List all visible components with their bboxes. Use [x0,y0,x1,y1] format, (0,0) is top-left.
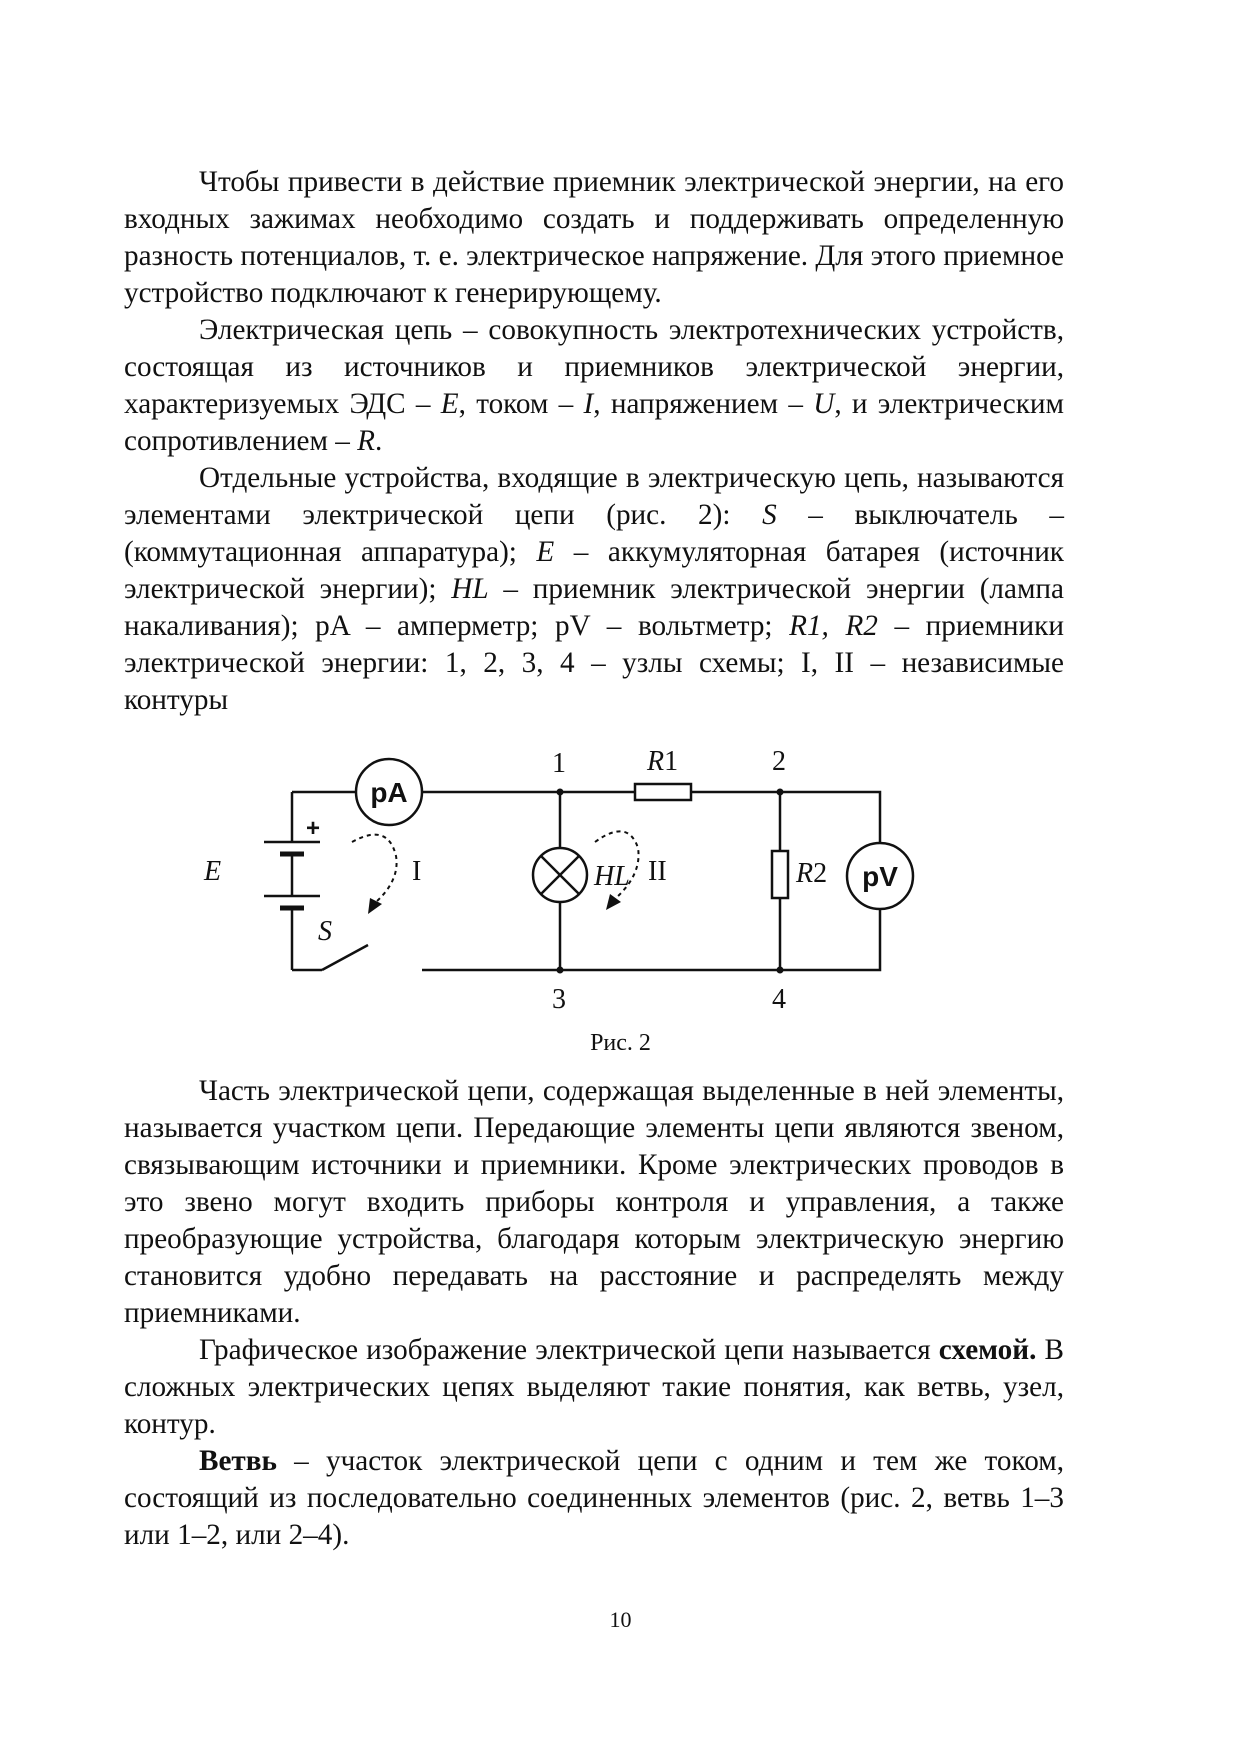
label-node-4: 4 [772,984,786,1015]
loop-arrow-1 [352,835,397,902]
battery-symbol [264,842,320,908]
resistor-r1 [635,784,691,800]
paragraph-1: Чтобы привести в действие приемник электрической энергии, на его входных зажимах необходимо создать и поддерживать определенную разность потенциалов, т. е. электрическое напряжение. Для этого приемное устройство подключают к генерирующему. [124,166,1064,309]
resistor-r2 [772,851,788,898]
node-2-dot [777,789,784,796]
circuit-svg [200,730,1000,1030]
node-3-dot [557,967,564,974]
label-source: E [204,856,222,887]
figure-caption: Рис. 2 [590,1030,651,1056]
circuit-diagram [200,730,1000,1030]
paragraph-3: Отдельные устройства, входящие в электрическую цепь, называются элементами электрической цепи (рис. 2): S – выключатель – (коммутационная аппаратура); E – аккумуляторная батарея (источник электрической энергии); HL – приемник электрической энергии (лампа накаливания); pA – амперметр; pV – вольтметр; R1, R2 – приемники электрической энергии: 1, 2, 3, 4 – узлы схемы; I, II – независимые контуры [124,462,1064,716]
voltmeter-label: pV [862,861,898,892]
paragraph-6: Ветвь – участок электрической цепи с одним и тем же током, состоящий из последовательно соединенных элементов (рис. 2, ветвь 1–3 или 1–2, или 2–4). [124,1445,1064,1551]
paragraph-5: Графическое изображение электрической цепи называется схемой. В сложных электрических цепях выделяют такие понятия, как ветвь, узел, контур. [124,1334,1064,1440]
ammeter-label: pA [370,777,408,808]
lamp-symbol [533,848,587,902]
switch-blade [322,945,368,970]
page-number: 10 [609,1607,632,1632]
paragraph-4: Часть электрической цепи, содержащая выделенные в ней элементы, называется участком цепи. Передающие элементы цепи являются звеном, связывающим источники и приемники. Кроме электрических проводов в это звено могут входить приборы контроля и управления, а также преобразующие устройства, благодаря которым электрическую энергию становится удобно передавать на расстояние и распределять между приемниками. [124,1075,1064,1329]
text-block-bottom [124,1073,1064,1554]
label-node-1: 1 [552,748,566,779]
label-loop-1: I [412,856,422,887]
node-1-dot [557,789,564,796]
label-lamp: HL [594,861,630,892]
label-loop-2: II [648,856,667,887]
label-r2: R2 [796,858,828,889]
loop-arrow-1-head [368,898,382,914]
label-node-3: 3 [552,984,566,1015]
paragraph-2: Электрическая цепь – совокупность электротехнических устройств, состоящая из источников и приемников электрической энергии, характеризуемых ЭДС – E, током – I, напряжением – U, и электрическим сопротивлением – R. [124,314,1065,457]
label-node-2: 2 [772,746,786,777]
label-r1: R1 [647,746,679,777]
wire-right-bottom [422,902,880,970]
node-4-dot [777,967,784,974]
wire-node2-right [780,792,880,850]
text-block-top [124,164,1064,719]
label-switch: S [318,916,332,947]
battery-plus: + [306,815,321,842]
